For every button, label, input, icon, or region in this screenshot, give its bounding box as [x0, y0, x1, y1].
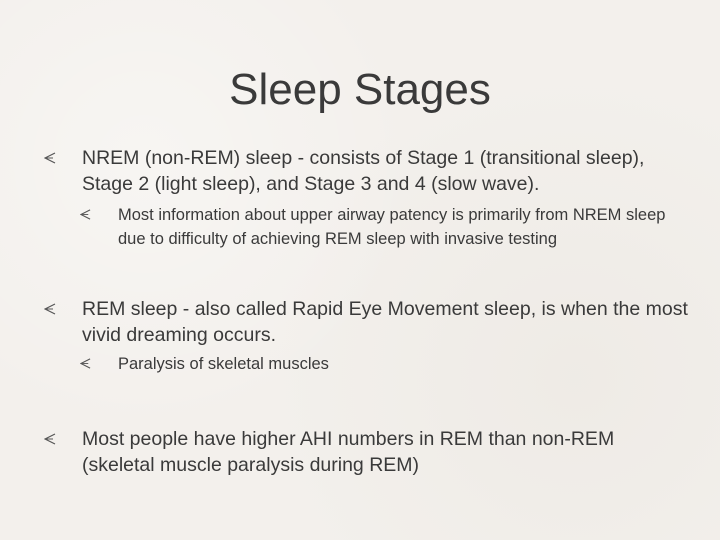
bullet-text: Most people have higher AHI numbers in REM than non-REM (skeletal muscle paralysis during REM)	[82, 428, 615, 476]
sub-bullet-upper-airway	[118, 203, 688, 251]
sub-bullet-text: Most information about upper airway patency is primarily from NREM sleep due to difficulty of achieving REM sleep with invasive testing	[118, 206, 666, 248]
sub-bullet-paralysis	[118, 352, 688, 376]
chevron-left-icon	[44, 433, 58, 447]
bullet-text: NREM (non-REM) sleep - consists of Stage 1 (transitional sleep), Stage 2 (light sleep), and Stage 3 and 4 (slow wave).	[82, 147, 645, 195]
bullet-nrem	[82, 145, 692, 197]
chevron-left-icon	[44, 152, 58, 166]
chevron-left-icon	[44, 303, 58, 317]
bullet-text: REM sleep - also called Rapid Eye Movement sleep, is when the most vivid dreaming occurs.	[82, 298, 688, 346]
chevron-left-icon	[80, 209, 94, 223]
chevron-left-icon	[80, 358, 94, 372]
sub-bullet-text: Paralysis of skeletal muscles	[118, 355, 329, 373]
slide-title: Sleep Stages	[229, 65, 491, 114]
bullet-rem	[82, 296, 692, 348]
bullet-ahi	[82, 426, 692, 478]
